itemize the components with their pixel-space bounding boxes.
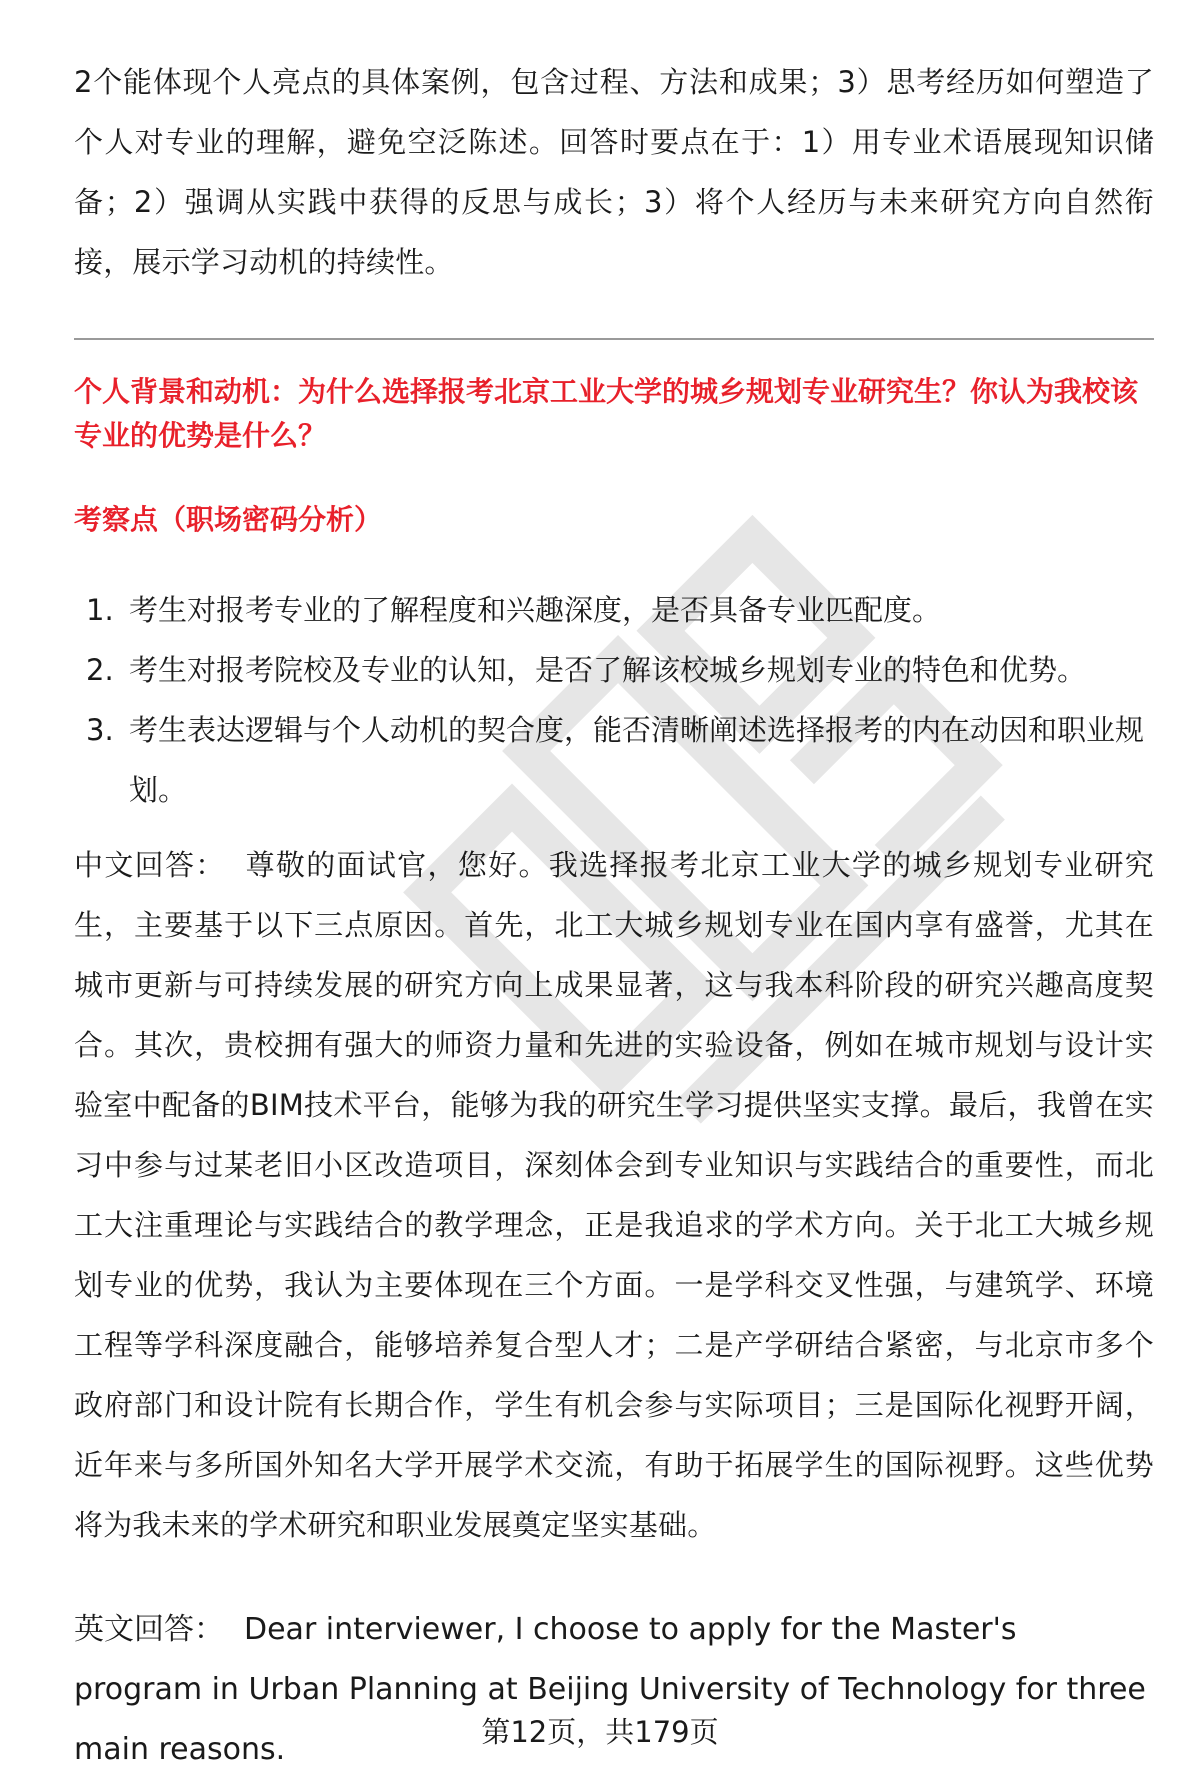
chinese-answer	[74, 835, 1154, 1555]
list-item-number: 1.	[86, 593, 114, 627]
english-answer	[74, 1600, 1154, 1780]
list-item	[74, 700, 1154, 820]
exam-points-heading: 考察点（职场密码分析）	[74, 503, 383, 536]
section-divider	[74, 338, 1154, 340]
english-answer-text: Dear interviewer, I choose to apply for the Master's program in Urban Planning at Beijing University of Technology for three main reasons.	[74, 1612, 1146, 1767]
page-footer: 第12页，共179页	[481, 1715, 719, 1749]
english-answer-label: 英文回答：	[74, 1612, 224, 1647]
exam-points-list	[74, 580, 1154, 820]
chinese-answer-label: 中文回答：	[74, 848, 226, 882]
list-item-text: 考生表达逻辑与个人动机的契合度，能否清晰阐述选择报考的内在动因和职业规划。	[129, 713, 1145, 807]
chinese-answer-text: 尊敬的面试官，您好。我选择报考北京工业大学的城乡规划专业研究生，主要基于以下三点原因。首先，北工大城乡规划专业在国内享有盛誉，尤其在城市更新与可持续发展的研究方向上成果显著，这与我本科阶段的研究兴趣高度契合。其次，贵校拥有强大的师资力量和先进的实验设备，例如在城市规划与设计实验室中配备的BIM技术平台，能够为我的研究生学习提供坚实支撑。最后，我曾在实习中参与过某老旧小区改造项目，深刻体会到专业知识与实践结合的重要性，而北工大注重理论与实践结合的教学理念，正是我追求的学术方向。关于北工大城乡规划专业的优势，我认为主要体现在三个方面。一是学科交叉性强，与建筑学、环境工程等学科深度融合，能够培养复合型人才；二是产学研结合紧密，与北京市多个政府部门和设计院有长期合作，学生有机会参与实际项目；三是国际化视野开阔，近年来与多所国外知名大学开展学术交流，有助于拓展学生的国际视野。这些优势将为我未来的学术研究和职业发展奠定坚实基础。	[74, 848, 1154, 1542]
list-item-number: 3.	[86, 713, 114, 747]
list-item	[74, 580, 1154, 640]
list-item-number: 2.	[86, 653, 114, 687]
list-item-text: 考生对报考院校及专业的认知，是否了解该校城乡规划专业的特色和优势。	[129, 653, 1087, 687]
list-item-text: 考生对报考专业的了解程度和兴趣深度，是否具备专业匹配度。	[129, 593, 942, 627]
list-item	[74, 640, 1154, 700]
question-heading: 个人背景和动机：为什么选择报考北京工业大学的城乡规划专业研究生？你认为我校该专业的优势是什么？	[74, 375, 1139, 452]
intro-paragraph: 2个能体现个人亮点的具体案例，包含过程、方法和成果；3）思考经历如何塑造了个人对专业的理解，避免空泛陈述。回答时要点在于：1）用专业术语展现知识储备；2）强调从实践中获得的反思与成长；3）将个人经历与未来研究方向自然衔接，展示学习动机的持续性。	[74, 65, 1154, 279]
